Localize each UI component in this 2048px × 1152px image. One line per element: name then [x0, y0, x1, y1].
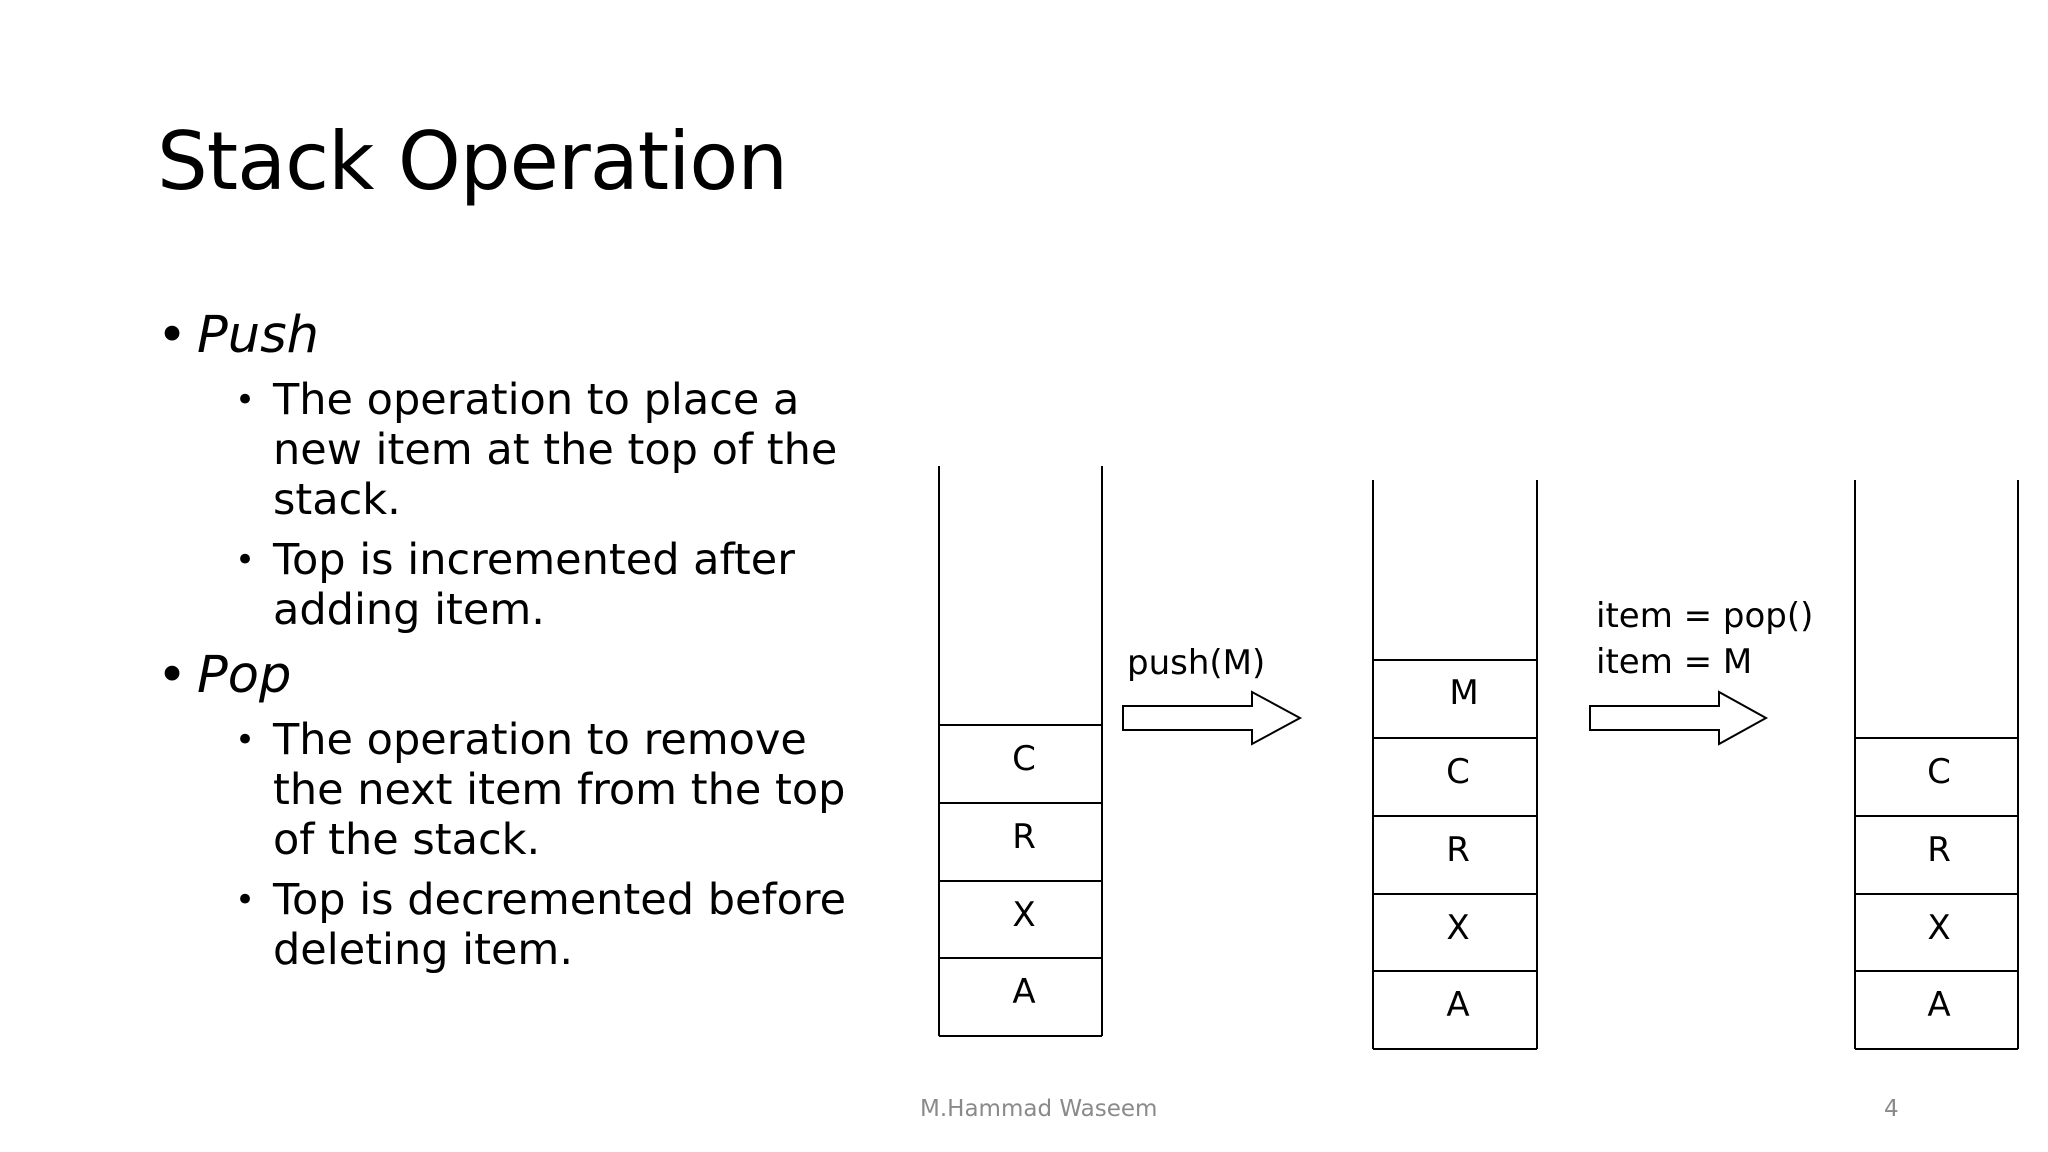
page-number: 4: [1884, 1096, 1899, 1122]
stack1-cell: A: [1012, 972, 1036, 1012]
stack3-cell: R: [1927, 830, 1951, 870]
stack2-cell: R: [1446, 830, 1470, 870]
push-arrow-icon: [1123, 692, 1300, 744]
push-definition: • The operation to place a new item at the top of the stack.: [273, 375, 857, 525]
stack3-cell: A: [1927, 985, 1951, 1025]
stack2-cell: X: [1446, 908, 1470, 948]
stack3-cell: C: [1927, 752, 1951, 792]
footer-author: M.Hammad Waseem: [920, 1096, 1158, 1122]
pop-definition: • The operation to remove the next item from the top of the stack.: [273, 715, 857, 865]
stack1-cell: R: [1012, 817, 1036, 857]
pop-heading: • Pop: [157, 645, 857, 707]
pop-label-result: item = M: [1596, 642, 1753, 682]
push-top-note: • Top is incremented after adding item.: [273, 535, 857, 635]
stack3-cell: X: [1927, 908, 1951, 948]
push-heading: • Push: [157, 305, 857, 367]
pop-arrow-icon: [1590, 692, 1766, 744]
stack2-cell: C: [1446, 752, 1470, 792]
slide-title: Stack Operation: [157, 115, 788, 208]
pop-top-note: • Top is decremented before deleting item.: [273, 875, 857, 975]
push-label: push(M): [1127, 643, 1266, 683]
pop-label-call: item = pop(): [1596, 596, 1814, 636]
stack2-cell: M: [1449, 673, 1479, 713]
stack1-cell: X: [1012, 895, 1036, 935]
stack1-cell: C: [1012, 739, 1036, 779]
stack2-cell: A: [1446, 985, 1470, 1025]
